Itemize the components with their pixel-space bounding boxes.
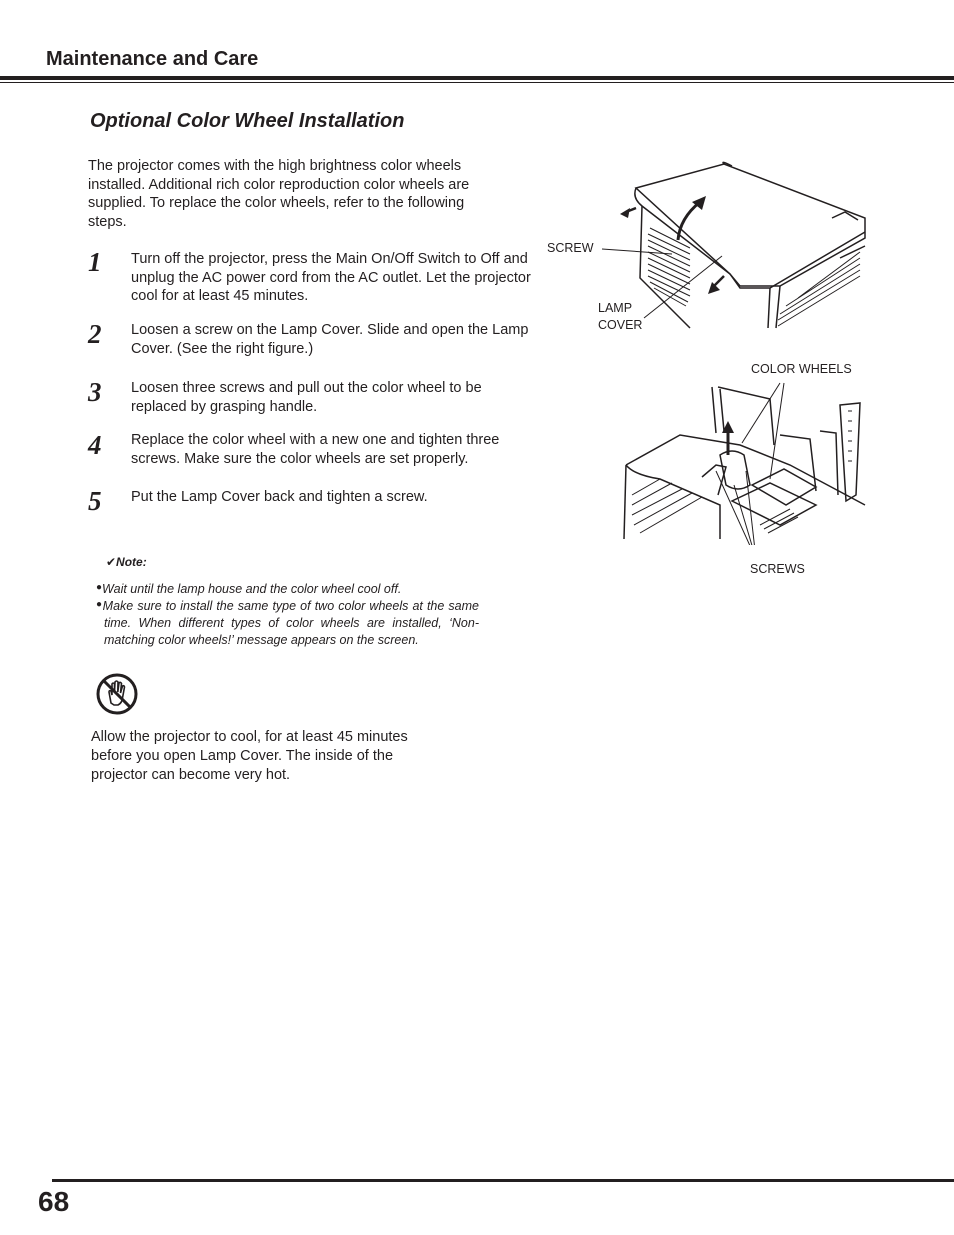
step-number-4: 4	[88, 430, 102, 460]
step-text-4: Replace the color wheel with a new one and tighten three screws. Make sure the color wheels are set properly.	[131, 432, 500, 467]
note-item-2	[96, 596, 479, 649]
screw-label: SCREW	[547, 241, 594, 255]
note-item-2-text: Make sure to install the same type of two color wheels at the same time. When different types of color wheels are installed, ‘Non-matching color wheels!’ message appears on the screen.	[102, 599, 479, 647]
step-number-2: 2	[88, 319, 102, 349]
step-number-3: 3	[88, 377, 102, 407]
cover-label: COVER	[598, 318, 643, 332]
step-number-1: 1	[88, 247, 102, 277]
step-text-5: Put the Lamp Cover back and tighten a screw.	[131, 489, 428, 505]
step-text-1: Turn off the projector, press the Main On/Off Switch to Off and unplug the AC power cord from the AC outlet. Let the projector cool for at least 45 minutes.	[131, 251, 531, 304]
caution-text: Allow the projector to cool, for at least 45 minutes before you open Lamp Cover. The inside of the projector can become very hot.	[91, 729, 408, 783]
screws-label: SCREWS	[750, 562, 805, 576]
header-rule	[0, 76, 954, 80]
step-text-3: Loosen three screws and pull out the color wheel to be replaced by grasping handle.	[131, 380, 482, 415]
color-wheels-label: COLOR WHEELS	[751, 362, 852, 376]
step-number-5: 5	[88, 486, 102, 516]
page-number: 68	[38, 1186, 70, 1217]
header-rule-thin	[0, 82, 954, 83]
note-item-1-text: Wait until the lamp house and the color wheel cool off.	[102, 582, 402, 596]
step-text-2: Loosen a screw on the Lamp Cover. Slide and open the Lamp Cover. (See the right figure.)	[131, 322, 529, 357]
chapter-title: Maintenance and Care	[46, 48, 259, 70]
do-not-touch-icon	[95, 672, 139, 716]
footer-rule	[52, 1179, 954, 1182]
bullet-icon: ●	[96, 582, 103, 593]
color-wheel-figure	[620, 375, 870, 545]
section-title: Optional Color Wheel Installation	[90, 110, 405, 132]
bullet-icon: ●	[96, 599, 103, 610]
intro-paragraph: The projector comes with the high brightness color wheels installed. Additional rich color reproduction color wheels are supplied. To replace the color wheels, refer to the following steps.	[88, 158, 470, 230]
note-label: ✔Note:	[106, 555, 147, 569]
lamp-label: LAMP	[598, 301, 633, 315]
